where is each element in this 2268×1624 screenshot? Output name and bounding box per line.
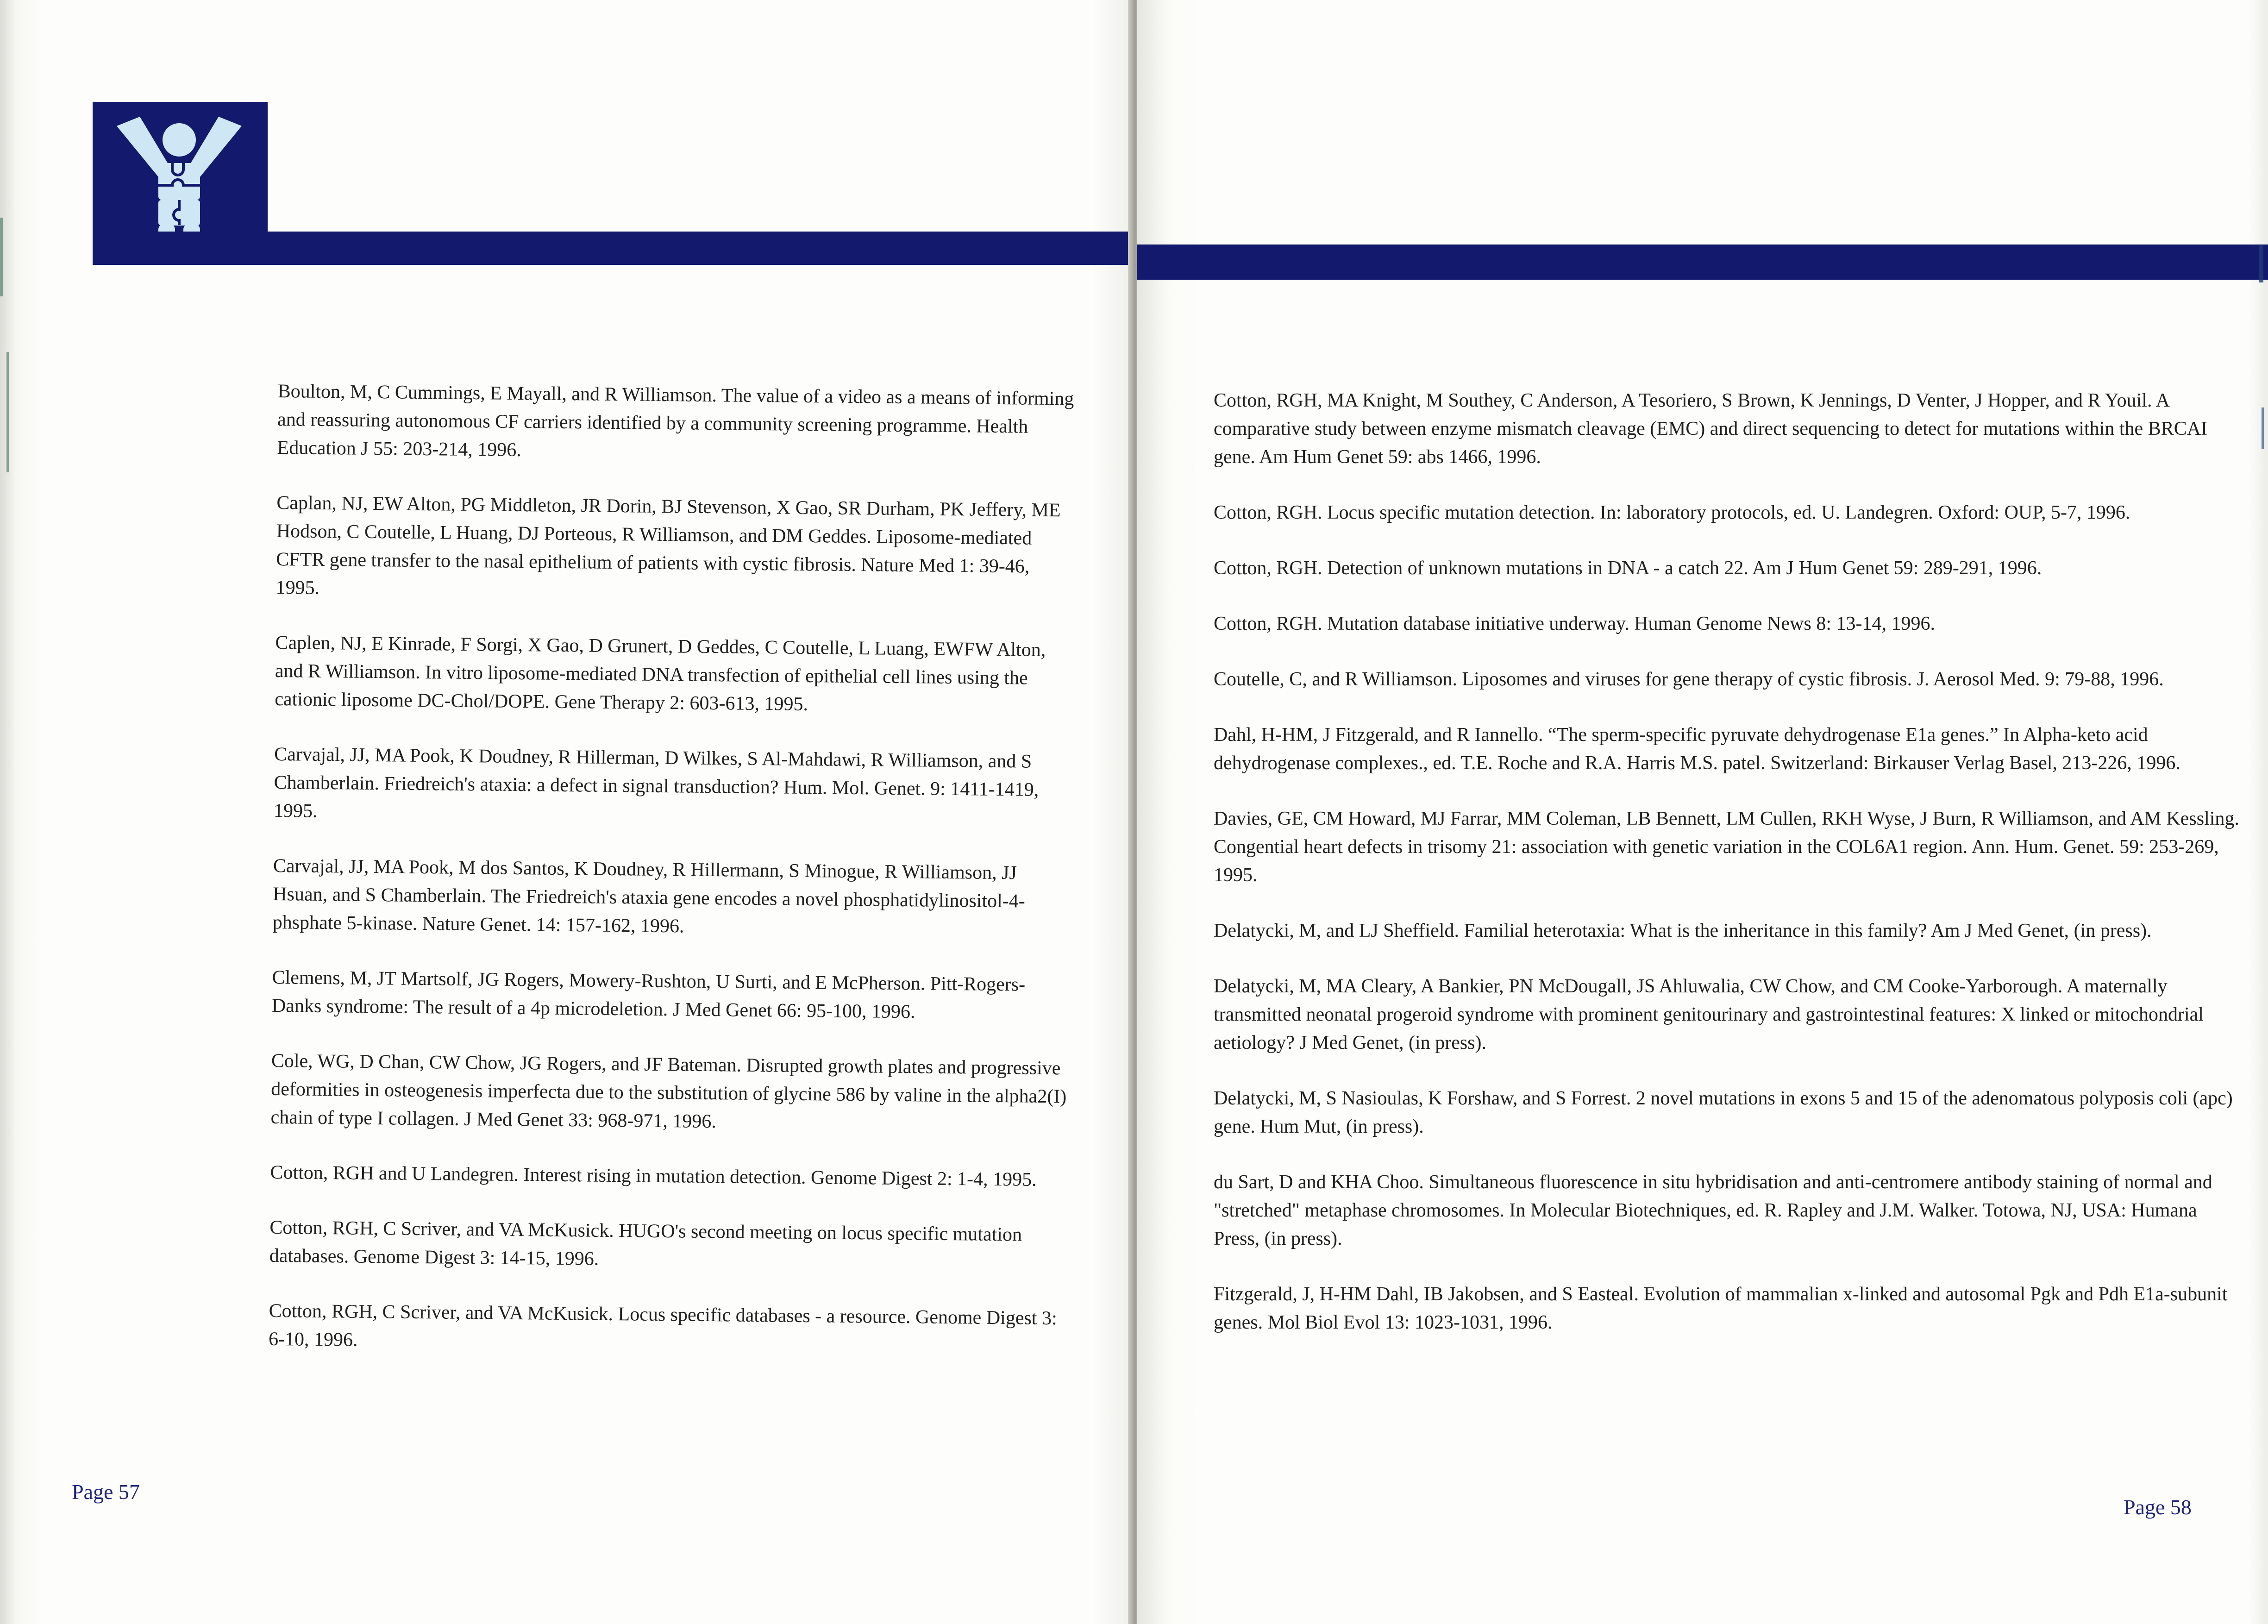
reference-entry: Boulton, M, C Cummings, E Mayall, and R Williamson. The value of a video as a means of informing and reassuring autonomous CF carriers identified by a community screening programme. Health Education J 55: 203-214, 1996. (277, 380, 1074, 461)
reference-entry: Coutelle, C, and R Williamson. Liposomes and viruses for gene therapy of cystic fibrosis. J. Aerosol Med. 9: 79-88, 1996. (1214, 669, 2164, 690)
page-edge-mark (6, 352, 9, 472)
header-band (93, 232, 1133, 265)
page-edge-mark (2259, 245, 2263, 282)
reference-entry: du Sart, D and KHA Choo. Simultaneous fluorescence in situ hybridisation and anti-centromere antibody staining of normal and "stretched" metaphase chromosomes. In Molecular Biotechniques, ed. R. Rapley and J.M. Walker. Totowa, NJ, USA: Humana Press, (in press). (1214, 1172, 2212, 1249)
left-page (0, 0, 1133, 1624)
reference-entry: Delatycki, M, MA Cleary, A Bankier, PN McDougall, JS Ahluwalia, CW Chow, and CM Cooke-Yarborough. A maternally transmitted neonatal progeroid syndrome with prominent genitourinary and gastrointestinal features: X linked or mitochondrial aetiology? J Med Genet, (in press). (1214, 976, 2204, 1053)
reference-entry: Fitzgerald, J, H-HM Dahl, IB Jakobsen, and S Easteal. Evolution of mammalian x-linked and autosomal Pgk and Pdh E1a-subunit genes. Mol Biol Evol 13: 1023-1031, 1996. (1214, 1284, 2228, 1333)
reference-entry: Clemens, M, JT Martsolf, JG Rogers, Mowery-Rushton, U Surti, and E McPherson. Pitt-Rogers-Danks syndrome: The result of a 4p microdeletion. J Med Genet 66: 95-100, 1996. (271, 966, 1026, 1023)
reference-entry: Cole, WG, D Chan, CW Chow, JG Rogers, and JF Bateman. Disrupted growth plates and progressive deformities in osteogenesis imperfecta due to the substitution of glycine 586 by valine in the alpha2(I) chain of type I collagen. J Med Genet 33: 968-971, 1996. (270, 1050, 1067, 1133)
reference-entry: Carvajal, JJ, MA Pook, K Doudney, R Hillerman, D Wilkes, S Al-Mahdawi, R Williamson, and S Chamberlain. Friedreich's ataxia: a defect in signal transduction? Hum. Mol. Genet. 9: 1411-1419, 1995. (273, 743, 1039, 822)
reference-entry: Delatycki, M, and LJ Sheffield. Familial heterotaxia: What is the inheritance in this family? Am J Med Genet, (in press). (1214, 920, 2152, 941)
reference-entry: Dahl, H-HM, J Fitzgerald, and R Iannello. “The sperm-specific pyruvate dehydrogenase E1a genes.” In Alpha-keto acid dehydrogenase complexes., ed. T.E. Roche and R.A. Harris M.S. patel. Switzerland: Birkauser Verlag Basel, 213-226, 1996. (1214, 724, 2180, 774)
reference-entry: Cotton, RGH, C Scriver, and VA McKusick. HUGO's second meeting on locus specific mutation databases. Genome Digest 3: 14-15, 1996. (269, 1216, 1022, 1270)
page-edge-mark (2262, 408, 2264, 449)
reference-list (1214, 387, 2242, 1364)
reference-entry: Delatycki, M, S Nasioulas, K Forshaw, and S Forrest. 2 novel mutations in exons 5 and 15 of the adenomatous polyposis coli (apc) gene. Hum Mut, (in press). (1214, 1088, 2233, 1137)
page-number: Page 58 (2124, 1495, 2192, 1519)
page-number: Page 57 (72, 1480, 140, 1504)
reference-entry: Caplen, NJ, E Kinrade, F Sorgi, X Gao, D Grunert, D Geddes, C Coutelle, L Luang, EWFW Alton, and R Williamson. In vitro liposome-mediated DNA transfection of epithelial cell lines using the cationic liposome DC-Chol/DOPE. Gene Therapy 2: 603-613, 1995. (275, 632, 1046, 715)
reference-entry: Davies, GE, CM Howard, MJ Farrar, MM Coleman, LB Bennett, LM Cullen, RKH Wyse, J Burn, R Williamson, and AM Kessling. Congential heart defects in trisomy 21: association with genetic variation in the COL6A1 region. Ann. Hum. Genet. 59: 253-269, 1995. (1214, 808, 2239, 886)
reference-entry: Cotton, RGH, MA Knight, M Southey, C Anderson, A Tesoriero, S Brown, K Jennings, D Venter, J Hopper, and R Youil. A comparative study between enzyme mismatch cleavage (EMC) and direct sequencing to detect for mutations within the BRCAI gene. Am Hum Genet 59: abs 1466, 1996. (1214, 390, 2208, 468)
reference-entry: Cotton, RGH, C Scriver, and VA McKusick. Locus specific databases - a resource. Genome Digest 3: 6-10, 1996. (268, 1300, 1057, 1351)
reference-entry: Carvajal, JJ, MA Pook, M dos Santos, K Doudney, R Hillermann, S Minogue, R Williamson, JJ Hsuan, and S Chamberlain. The Friedreich's ataxia gene encodes a novel phosphatidylinositol-4-phsphate 5-kinase. Nature Genet. 14: 157-162, 1996. (272, 855, 1025, 937)
reference-entry: Cotton, RGH. Detection of unknown mutations in DNA - a catch 22. Am J Hum Genet 59: 289-291, 1996. (1214, 558, 2042, 579)
reference-entry: Caplan, NJ, EW Alton, PG Middleton, JR Dorin, BJ Stevenson, X Gao, SR Durham, PK Jeffery, ME Hodson, C Coutelle, L Huang, DJ Porteous, R Williamson, and DM Geddes. Liposome-mediated CFTR gene transfer to the nasal epithelium of patients with cystic fibrosis. Nature Med 1: 39-46, 1995. (276, 492, 1061, 599)
reference-entry: Cotton, RGH and U Landegren. Interest rising in mutation detection. Genome Digest 2: 1-4, 1995. (270, 1161, 1037, 1191)
header-band (1137, 245, 2268, 280)
reference-list (268, 377, 1074, 1388)
reference-entry: Cotton, RGH. Locus specific mutation detection. In: laboratory protocols, ed. U. Landegren. Oxford: OUP, 5-7, 1996. (1214, 502, 2130, 523)
reference-entry: Cotton, RGH. Mutation database initiative underway. Human Genome News 8: 13-14, 1996. (1214, 613, 1935, 634)
right-page (1137, 0, 2268, 1624)
page-edge-mark (0, 218, 3, 296)
